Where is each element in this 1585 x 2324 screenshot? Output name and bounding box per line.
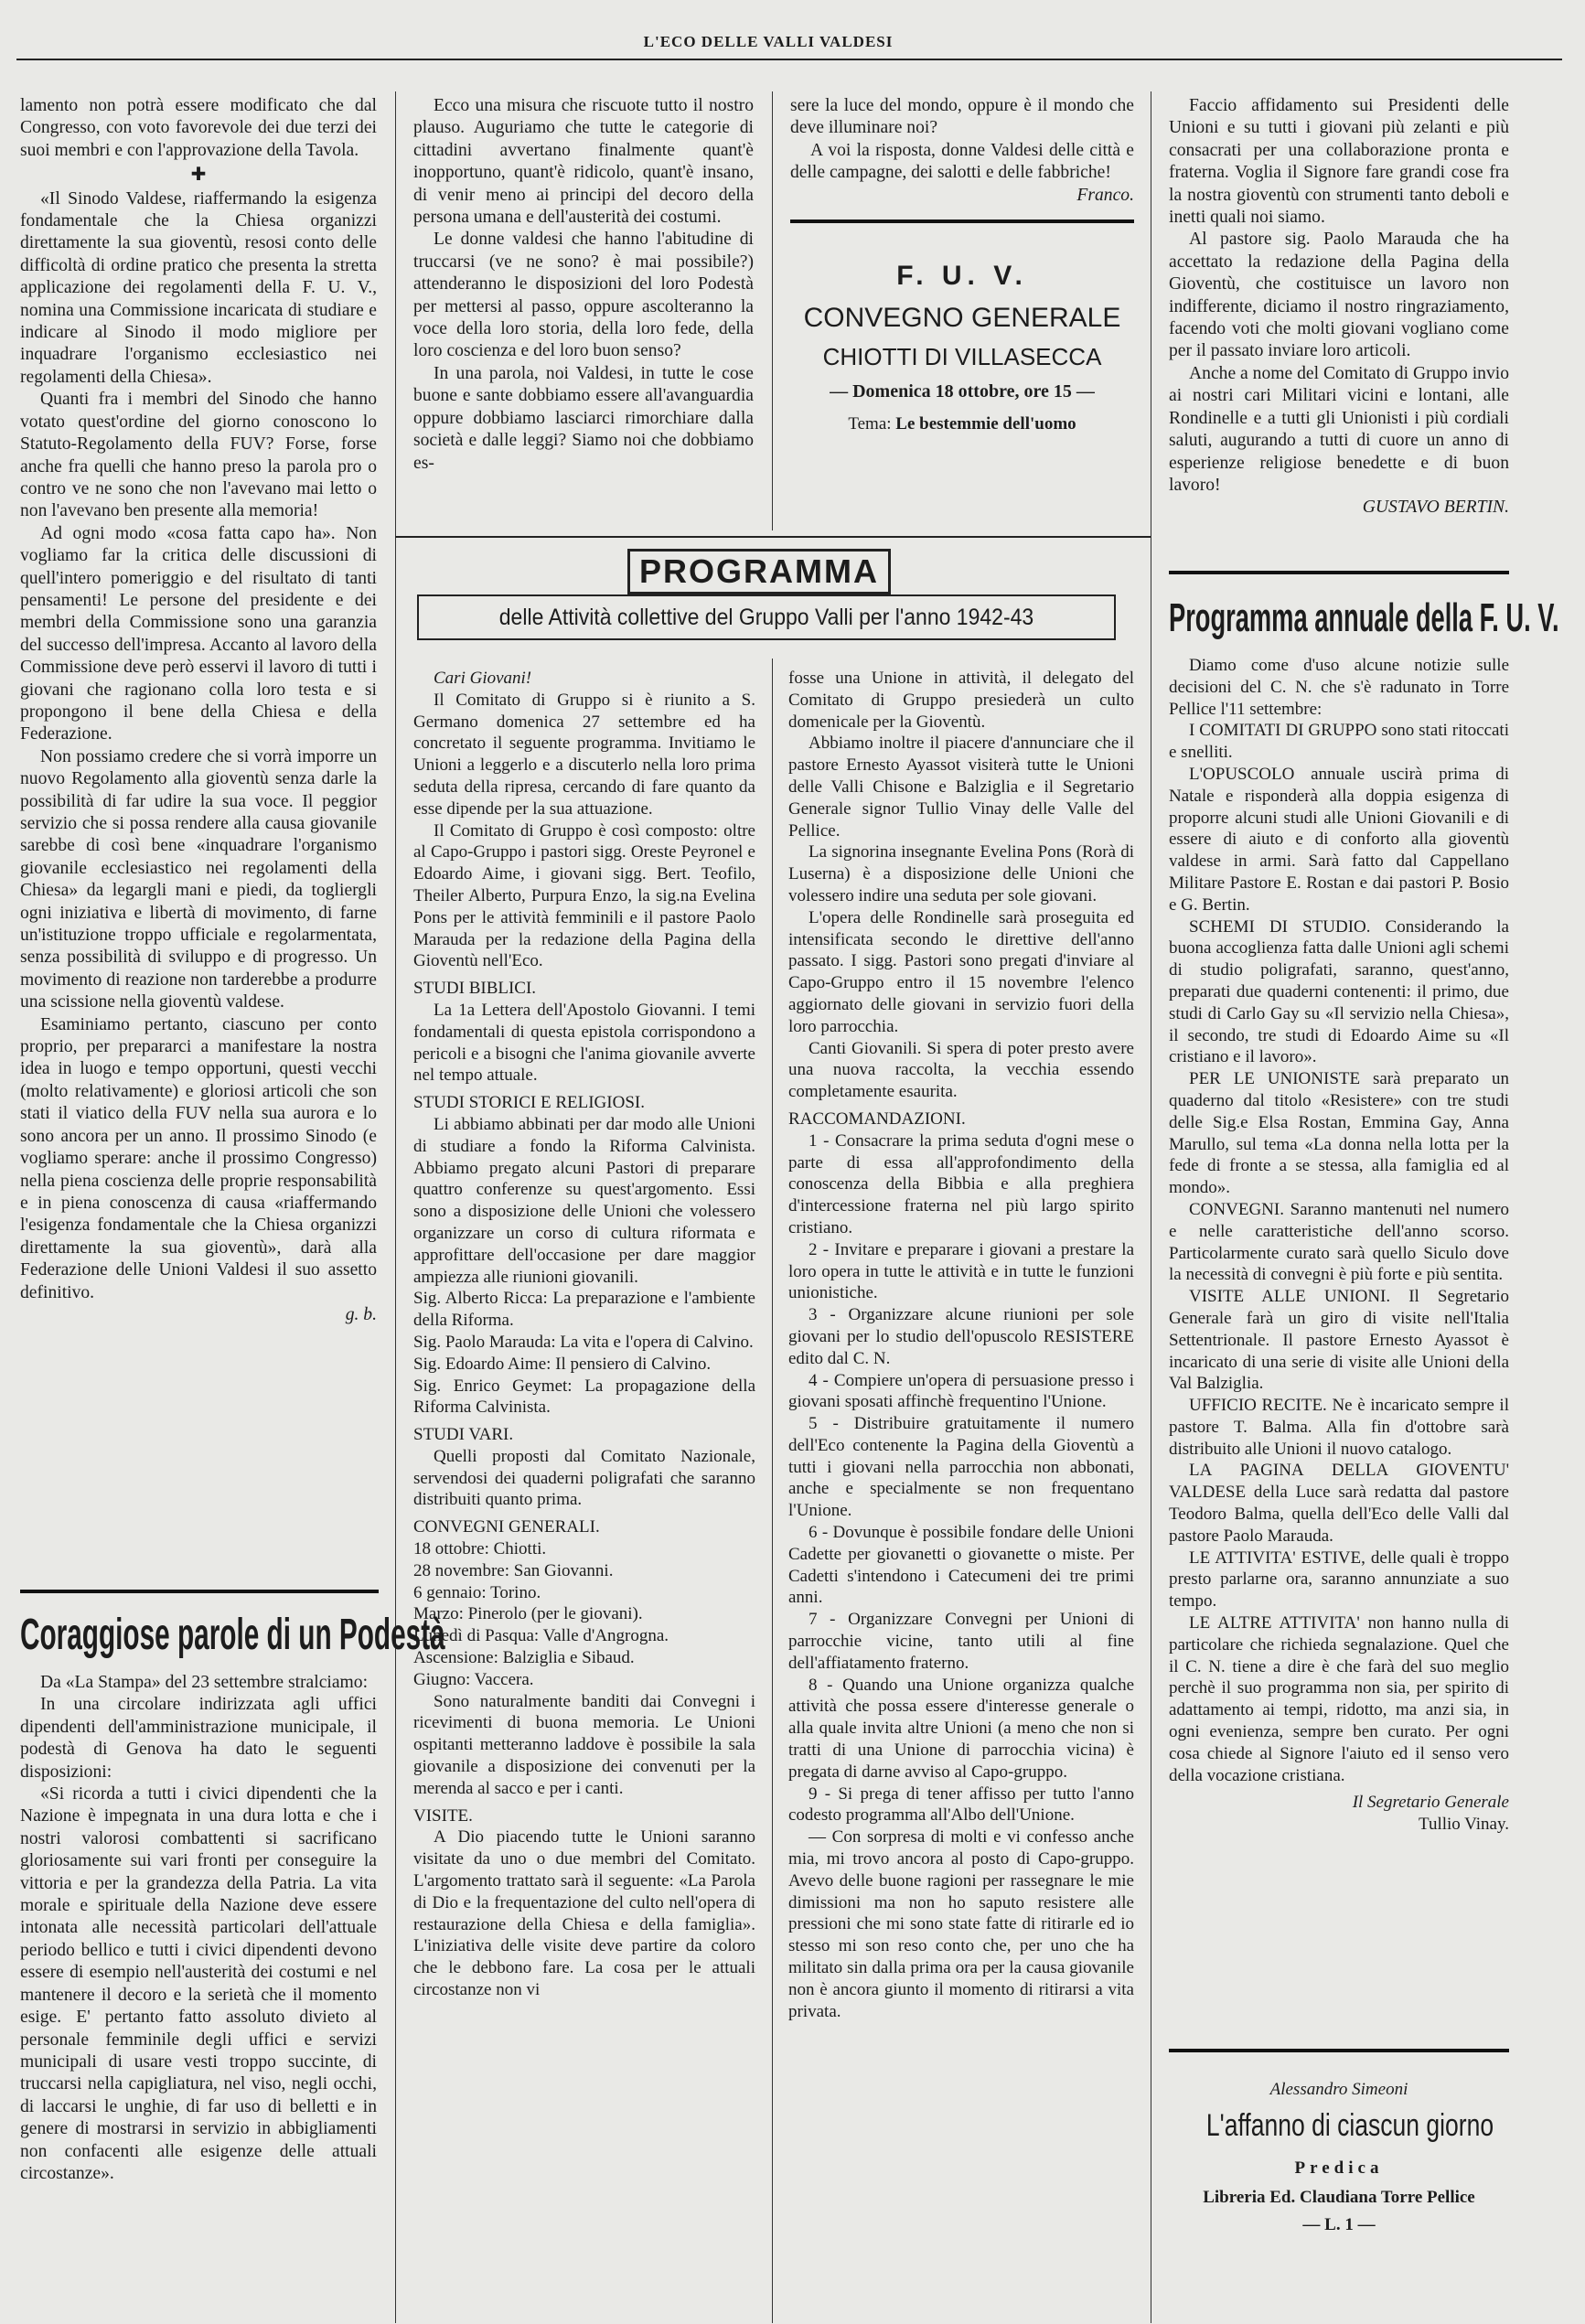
programma-text: A Dio piacendo tutte le Unioni saranno visitate da uno o due membri del Comitato. L'argomento trattato sarà il seguente: «La Parola di Dio e la frequentazione del culto nell'opera di restaurazione della Chiesa e della famiglia». L'iniziativa delle visite deve partire da coloro che le debbono fare. La cosa per le attuali circostanze non vi [413, 1827, 755, 2000]
article-text: Anche a nome del Comitato di Gruppo invio ai nostri cari Militari vicini e lontani, alle Rondinelle e a tutti gli Unionisti i più cordiali saluti, augurando a tutti di cuore un anno di esperienze religiose benedette e di buon lavoro! [1169, 363, 1509, 495]
fuv-date: — Domenica 18 ottobre, ore 15 — [830, 381, 1095, 402]
programma-text: Marzo: Pinerolo (per le giovani). [413, 1604, 643, 1624]
advert-title: L'affanno di ciascun giorno [1205, 2108, 1494, 2143]
article-text: Le donne valdesi che hanno l'abitudine di truccarsi (ve ne sono? è mai possibile?) attenderanno le disposizioni del loro Podestà per mettersi al passo, oppure ascolteranno la voce della loro storia, della loro fede, della loro coscienza e del loro buon senso? [413, 230, 754, 361]
fuv-tema-label: Tema: [848, 414, 892, 434]
column-1 [20, 95, 377, 1326]
article-text: In una circolare indirizzata agli uffici dipendenti dell'amministrazione municipale, il podestà di Genova ha dato le seguenti disposizioni: [20, 1695, 377, 1782]
programma-text: Sig. Enrico Geymet: La propagazione della Riforma Calvinista. [413, 1376, 755, 1418]
article-text: sere la luce del mondo, oppure è il mondo che deve illuminare noi? [790, 96, 1134, 138]
article-text: LA PAGINA DELLA GIOVENTU' VALDESE della Luce sarà redatta dal pastore Teodoro Balma, quella dell'Eco delle Valli dal pastore Paolo Marauda. [1169, 1461, 1509, 1546]
programma-text: 6 - Dovunque è possibile fondare delle Unioni Cadette per giovanetti o giovanette o miste. Per Cadetti s'intendono i Catecumeni dei tre primi anni. [788, 1523, 1134, 1608]
advert-price: — L. 1 — [1302, 2215, 1376, 2234]
programma-section-heading: RACCOMANDAZIONI. [788, 1108, 966, 1129]
section-rule [395, 536, 1151, 538]
article-text: A voi la risposta, donne Valdesi delle città e delle campagne, dei salotti e delle fabbriche! [790, 140, 1134, 183]
programma-text: 9 - Si prega di tener affisso per tutto l'anno codesto programma all'Albo dell'Unione. [788, 1783, 1134, 1826]
programma-text: Il Comitato di Gruppo è così composto: oltre al Capo-Gruppo i pastori sigg. Oreste Peyronel e Edoardo Aime, i giovani sigg. Bert. Teofilo, Theiler Alberto, Purpura Enzo, la sig.na Evelina Pons per le attività femminili e il pastore Paolo Marauda per la redazione della Pagina della Gioventù nell'Eco. [413, 820, 755, 971]
programma-text: Sig. Alberto Ricca: La preparazione e l'ambiente della Riforma. [413, 1289, 755, 1331]
cross-ornament: ✚ [190, 165, 207, 186]
programma-text: 2 - Invitare e preparare i giovani a prestare la loro opera in tutte le attività e in tutte le funzioni unionistiche. [788, 1239, 1134, 1303]
programma-subtitle-box [417, 594, 1116, 640]
section-rule [20, 1590, 379, 1593]
programma-text: La signorina insegnante Evelina Pons (Rorà di Luserna) è a disposizione delle Unioni che volessero indire una seduta per sole giovani. [788, 842, 1134, 905]
programma-text: Il Comitato di Gruppo si è riunito a S. Germano domenica 27 settembre ed ha concretato il seguente programma. Invitiamo le Unioni a leggerlo e a discuterlo nella loro prima seduta della ripresa, cercando di fare quanto da esse dipende per la sua attuazione. [413, 690, 755, 819]
article-text: LE ALTRE ATTIVITA' non hanno nulla di particolare che richieda segnalazione. Quel che il C. N. tiene a dire è che farà del suo meglio perchè il suo programma non sia, per spirito di adattamento ai tempi, ridotto, ma anzi sia, in ogni evenienza, sempre ben curato. Per ogni cosa chiede al Signore l'aiuto ed il senso vero della vocazione cristiana. [1169, 1613, 1509, 1785]
article-text: Quanti fra i membri del Sinodo che hanno votato quest'ordine del giorno conoscono lo Statuto-Regolamento della FUV? Forse, forse anche fra quelli che hanno preso la parola pro o contro ve ne sono che non l'avevano mai letto o non l'avevano ben presente alla memoria! [20, 390, 377, 521]
article-text: LE ATTIVITA' ESTIVE, delle quali è troppo presto parlarne ora, saranno annunziate a suo tempo. [1169, 1548, 1509, 1612]
article-text: SCHEMI DI STUDIO. Considerando la buona accoglienza fatta dalle Unioni agli schemi di studio poligrafati, saranno, quest'anno, preparati due quaderni contenenti: il primo, due studi di Carlo Gay su «Il servizio nella Chiesa», il secondo, tre studi di Edoardo Aime su «Il cristiano e il lavoro». [1169, 916, 1509, 1067]
column-4 [1169, 95, 1509, 519]
programma-section-heading: VISITE. [413, 1805, 473, 1826]
programma-text: Li abbiamo abbinati per dar modo alle Unioni di studiare a fondo la Riforma Calvinista. Abbiamo pregato alcuni Pastori di preparare quattro conferenze su quest'argomento. Essi sono a disposizione delle Unioni che volessero organizzare un corso di cultura riformata e approfittare dell'occasione per dare maggior ampiezza alle riunioni giovanili. [413, 1114, 755, 1287]
article-text: L'OPUSCOLO annuale uscirà prima di Natale e risponderà alla doppia esigenza di proporre alcuni studi alle Unioni Giovanili e di essere di aiuto e di conforto alla gioventù valdese in armi. Sarà fatto dal Cappellano Militare Pastore E. Rostan e dai pastori P. Bosio e G. Bertin. [1169, 764, 1509, 915]
programma-text: 28 novembre: San Giovanni. [413, 1560, 614, 1580]
fuv-tema-value: Le bestemmie dell'uomo [895, 414, 1076, 434]
programma-text: Canti Giovanili. Si spera di poter presto avere una nuova raccolta, la vecchia essendo completamente esaurita. [788, 1038, 1134, 1102]
programma-text: Sono naturalmente banditi dai Convegni i ricevimenti di buona memoria. Le Unioni ospitanti metteranno laddove è possibile la sala giovanile a disposizione dei convenuti per la merenda al sacco e per i canti. [413, 1691, 755, 1798]
book-advert [1169, 2078, 1509, 2237]
article-text: «Il Sinodo Valdese, riaffermando la esigenza fondamentale che la Chiesa organizzi direttamente la sua gioventù, resosi conto delle difficoltà di ordine pratico che presenta la stretta applicazione dei regolamenti della F. U. V., nomina una Commissione incaricata di studiare e indicare al Sinodo il modo migliore per inquadrare l'organismo ecclesiastico nei regolamenti della Chiesa». [20, 188, 377, 387]
programma-subtitle: delle Attività collettive del Gruppo Valli per l'anno 1942-43 [498, 605, 1034, 630]
signature: g. b. [345, 1304, 377, 1324]
programma-text: 5 - Distribuire gratuitamente il numero dell'Eco contenente la Pagina della Gioventù a tutti i giovani nella parrocchia non abbonati, anche e specialmente se non frequentano l'Unione. [788, 1414, 1134, 1521]
article-text: VISITE ALLE UNIONI. Il Segretario Generale farà un giro di visite nell'Italia Settentrionale. Il pastore Ernesto Ayassot è incaricato di una serie di visite alle Unioni della Val Balziglia. [1169, 1287, 1509, 1394]
programma-section-heading: STUDI STORICI E RELIGIOSI. [413, 1093, 645, 1113]
programma-section-heading: STUDI VARI. [413, 1425, 514, 1445]
programma-text: Quelli proposti dal Comitato Nazionale, servendosi dei quaderni poligrafati che saranno distribuiti quanto prima. [413, 1446, 755, 1510]
programma-text: Abbiamo inoltre il piacere d'annunciare che il pastore Ernesto Ayassot visiterà tutte le Unioni delle Valli Chisone e Balziglia e il Segretario Generale signor Tullio Vinay delle Valle del Pellice. [788, 734, 1134, 841]
podesta-headline: Coraggiose parole di un Podestà [20, 1611, 445, 1659]
signature: GUSTAVO BERTIN. [1362, 498, 1509, 518]
fuv-tema [790, 408, 1134, 441]
advert-publisher: Libreria Ed. Claudiana Torre Pellice [1203, 2188, 1475, 2207]
advert-author: Alessandro Simeoni [1269, 2080, 1408, 2099]
programma-text: fosse una Unione in attività, il delegato del Comitato di Gruppo presiederà un culto domenicale per la Gioventù. [788, 669, 1134, 732]
programma-text: 1 - Consacrare la prima seduta d'ogni mese o parte di essa all'approfondimento della conoscenza della Bibbia e alla preghiera d'intercessione fraterna nel più largo spirito cristiano. [788, 1130, 1134, 1237]
column-2 [413, 95, 754, 475]
article-text: In una parola, noi Valdesi, in tutte le cose buone e sante dobbiamo essere all'avanguardia oppure dobbiamo lasciarci rimorchiare dalla società e dalle leggi? Siamo noi che dobbiamo es- [413, 363, 754, 473]
section-rule [1169, 571, 1509, 574]
programma-text: 4 - Compiere un'opera di persuasione presso i giovani sposati affinchè frequentino l'Unione. [788, 1370, 1134, 1412]
programma-text: Giugno: Vaccera. [413, 1669, 534, 1689]
masthead: L'ECO DELLE VALLI VALDESI [643, 33, 894, 50]
programma-text: Sig. Paolo Marauda: La vita e l'opera di Calvino. [413, 1332, 754, 1352]
article-text: Esaminiamo pertanto, ciascuno per conto proprio, per prepararci a manifestare la nostra idea in luogo e tempo opportuni, questi vecchi (molto relativamente) e gloriosi articoli che son stati il viatico della FUV nella sua aurora e lo sono ancora per un anno. Il prossimo Sinodo (e vogliamo sperare: anche il prossimo Congresso) nella piena coscienza delle proprie responsabilità e in piena conoscenza di causa «riaffermando l'esigenza fondamentale che la Chiesa organizzi direttamente la sua gioventù», darà alla Federazione delle Unioni Valdesi il suo assetto definitivo. [20, 1014, 377, 1302]
signature-role: Il Segretario Generale [1352, 1793, 1509, 1813]
column-rule [395, 91, 396, 2323]
fuv-place: CHIOTTI DI VILLASECCA [822, 343, 1102, 370]
article-text: Al pastore sig. Paolo Marauda che ha accettato la redazione della Pagina della Gioventù, che costituisce un lavoro non indifferente, diciamo il nostro ringraziamento, facendo voti che molti giovani vogliano come per il passato inviare loro articoli. [1169, 230, 1509, 361]
programma-section-heading: CONVEGNI GENERALI. [413, 1517, 600, 1537]
signature: Franco. [1076, 185, 1134, 205]
masthead-rule [16, 59, 1562, 60]
programma-left-column [413, 668, 755, 2001]
article-text: PER LE UNIONISTE sarà preparato un quaderno dal titolo «Resistere» con tre studi delle Sig.e Elsa Rostan, Emmina Gay, Anna Marullo, sul tema «La donna nella lotta per la fede di fronte a se stessa, alla famiglia ed al mondo». [1169, 1069, 1509, 1198]
programma-text: 3 - Organizzare alcune riunioni per sole giovani per lo studio dell'opuscolo RESISTERE edito dal C. N. [788, 1305, 1134, 1368]
programma-text: Lunedì di Pasqua: Valle d'Angrogna. [413, 1626, 669, 1646]
programma-text: — Con sorpresa di molti e vi confesso anche mia, mi trovo ancora al posto di Capo-gruppo. Avevo delle buone ragioni per rassegnare le mie dimissioni ma non ho saputo resistere alle pressioni che mi sono state fatte di ritirarle ed io stesso mi son reso conto che, per uno che ha militato sin dalla prima ora per la causa giovanile non è ancora giunto il momento di ritirarsi a vita privata. [788, 1827, 1134, 2021]
article-text: «Si ricorda a tutti i civici dipendenti che la Nazione è impegnata in una dura lotta e che i nostri valorosi combattenti si sacrificano gloriosamente sui vari fronti per conseguire la vittoria e per la grandezza della Patria. La vita morale e spirituale della Nazione deve essere intonata alle necessità particolari dell'attuale periodo bellico e tutti i civici dipendenti devono essere di esempio nell'austerità dei costumi e nel mantenere il decoro e la serietà che il momento esige. E' pertanto fatto assoluto divieto al personale femminile degli uffici e servizi municipali di usare vesti troppo succinte, di truccarsi nella capigliatura, nel viso, negli occhi, di laccarsi le unghie, di far uso di belletti e in genere di mostrarsi in servizio in abbigliamenti non confacenti alle esigenze delle attuali circostanze». [20, 1784, 377, 2183]
fuv-program-article [1169, 655, 1509, 1836]
programma-title: PROGRAMMA [639, 552, 879, 590]
programma-text: 18 ottobre: Chiotti. [413, 1539, 547, 1559]
podesta-article [20, 1672, 377, 2185]
article-text: I COMITATI DI GRUPPO sono stati ritoccati e snelliti. [1169, 721, 1509, 763]
advert-subtitle: Predica [1294, 2158, 1384, 2178]
programma-text: L'opera delle Rondinelle sarà proseguita ed intensificata secondo le direttive dell'anno passato. I sigg. Pastori sono pregati d'inviare al Capo-Gruppo entro il 15 novembre l'elenco aggiornato delle giovani in servizio fuori della loro parrocchia. [788, 907, 1134, 1036]
fuv-logo: F. U. V. [896, 261, 1028, 291]
article-text: Da «La Stampa» del 23 settembre stralciamo: [40, 1673, 369, 1692]
article-text: Non possiamo credere che si vorrà imporre un nuovo Regolamento alla gioventù senza darle la possibilità di far udire la sua voce. Il peggior servizio che si possa rendere alla causa giovanile sarebbe di così bene «inquadrare l'organismo giovanile ecclesiastico nei regolamenti della Chiesa» da legargli mani e piedi, da togliergli ogni iniziativa e libertà di movimento, di farne un'istituzione troppo ufficiale e regolarmentata, senza possibilità di sviluppo e di progresso. Un movimento di reazione non tarderebbe a produrre una scissione nella gioventù valdese. [20, 746, 377, 1012]
article-text: Ecco una misura che riscuote tutto il nostro plauso. Auguriamo che tutte le categorie di cittadini avvertano finalmente quant'è inopportuno, quant'è ridicolo, quant'è insano, di venir meno ai principi del decoro della persona umana e dell'austerità dei costumi. [413, 96, 754, 228]
section-rule [1169, 2049, 1509, 2052]
programma-text: La 1a Lettera dell'Apostolo Giovanni. I temi fondamentali di questa epistola corrispondono a pericoli e a bisogni che l'anima giovanile avverte nel tempo attuale. [413, 1000, 755, 1086]
section-rule [790, 220, 1134, 223]
article-text: Ad ogni modo «cosa fatta capo ha». Non vogliamo far la critica delle discussioni di quell'intero pomeriggio e del risultato di tanti pensamenti! Le persone del presidente e dei membri della Commissione sono una garanzia del successo dell'impresa. Accanto al lavoro della Commissione deve però esservi il lavoro di tutti i giovani che ragionano colla loro testa e si propongono il bene della Chiesa e della Federazione. [20, 523, 377, 744]
programma-title-box [627, 549, 891, 594]
programma-text: Cari Giovani! [434, 669, 532, 688]
article-text: Faccio affidamento sui Presidenti delle Unioni e su tutti i giovani più zelanti e più consacrati per una collaborazione pronta e fraterna. Voglia il Signore fare grandi cose fra la nostra gioventù con strumenti tanto deboli e inetti quali noi siamo. [1169, 96, 1509, 228]
programma-text: 8 - Quando una Unione organizza qualche attività che possa essere d'interesse generale o alla quale invita altre Unioni (a meno che non si tratti di una Unione di parrocchia vicina) è pregata di darne avviso al Capo-gruppo. [788, 1675, 1134, 1782]
article-text: lamento non potrà essere modificato che dal Congresso, con voto favorevole dei due terzi dei suoi membri e con l'approvazione della Tavola. [20, 96, 377, 160]
column-3 [790, 95, 1134, 207]
column-rule [772, 659, 773, 2323]
programma-text: Sig. Edoardo Aime: Il pensiero di Calvino. [413, 1354, 712, 1374]
programma-section-heading: STUDI BIBLICI. [413, 979, 537, 999]
signature-name: Tullio Vinay. [1419, 1815, 1509, 1835]
article-text: CONVEGNI. Saranno mantenuti nel numero e nelle caratteristiche dell'anno scorso. Particolarmente curato sarà quello Siculo dove la necessità di convegni è più forte e più sentita. [1169, 1199, 1509, 1285]
article-text: Diamo come d'uso alcune notizie sulle decisioni del C. N. che s'è radunato in Torre Pellice l'11 settembre: [1169, 656, 1509, 719]
fuv-title: CONVEGNO GENERALE [803, 303, 1121, 333]
programma-text: 7 - Organizzare Convegni per Unioni di parrocchie vicine, tanto utili al fine dell'affiatamento fraterno. [788, 1610, 1134, 1673]
fuv-program-headline: Programma annuale della F. U. V. [1169, 595, 1559, 640]
programma-text: Ascensione: Balziglia e Sibaud. [413, 1648, 635, 1668]
programma-text: 6 gennaio: Torino. [413, 1582, 541, 1602]
column-rule [772, 91, 773, 530]
fuv-announcement [790, 258, 1134, 441]
programma-right-column [788, 668, 1134, 2022]
article-text: UFFICIO RECITE. Ne è incaricato sempre il pastore T. Balma. Alla fin d'ottobre sarà distribuito alle Unioni il nuovo catalogo. [1169, 1396, 1509, 1459]
